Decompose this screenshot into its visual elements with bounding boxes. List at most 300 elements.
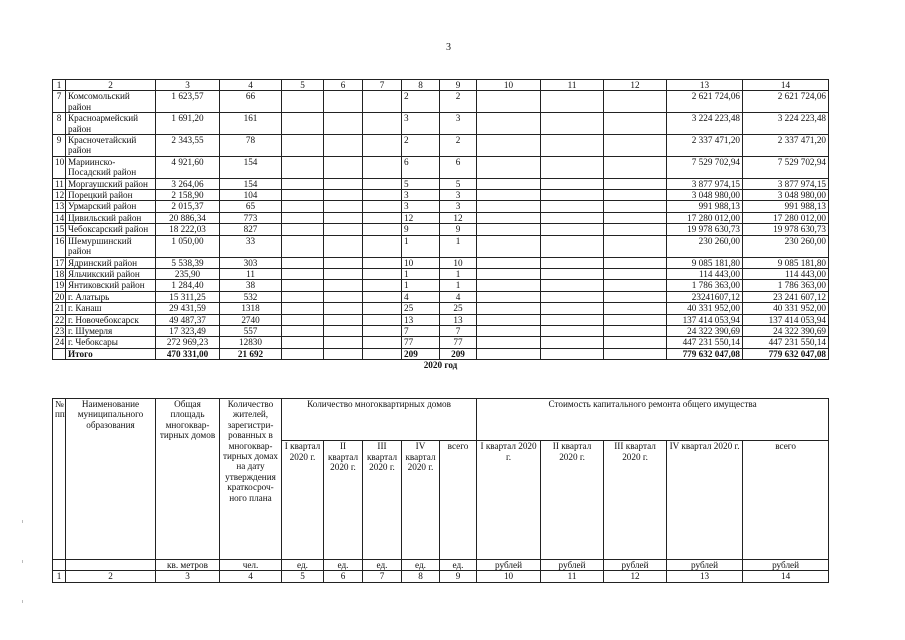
column-number: 4 xyxy=(220,80,282,91)
empty-cell xyxy=(282,91,324,113)
empty-cell xyxy=(363,190,402,201)
header-cost-q4: IV квартал 2020 г. xyxy=(667,441,743,560)
column-number: 3 xyxy=(156,571,220,582)
houses-total-value: 77 xyxy=(440,337,477,348)
column-number: 14 xyxy=(743,571,829,582)
empty-cell xyxy=(282,314,324,325)
q4-houses-value: 6 xyxy=(402,156,440,178)
empty-cell xyxy=(604,156,667,178)
header-houses-q1: I квартал 2020 г. xyxy=(282,441,324,560)
column-number: 13 xyxy=(667,80,743,91)
empty-cell xyxy=(282,337,324,348)
district-name: г. Чебоксары xyxy=(66,337,156,348)
empty-cell xyxy=(541,268,604,279)
cost-total-value: 3 877 974,15 xyxy=(743,178,829,189)
empty-cell xyxy=(541,314,604,325)
empty-cell xyxy=(477,156,541,178)
people-value: 827 xyxy=(220,224,282,235)
empty-cell xyxy=(604,291,667,302)
empty-cell xyxy=(541,325,604,336)
table-row xyxy=(53,178,829,189)
q4-houses-value: 10 xyxy=(402,257,440,268)
cost-total-value: 9 085 181,80 xyxy=(743,257,829,268)
houses-total-value: 13 xyxy=(440,314,477,325)
total-q4-houses: 209 xyxy=(402,348,440,359)
empty-cell xyxy=(477,291,541,302)
people-value: 104 xyxy=(220,190,282,201)
empty-cell xyxy=(541,303,604,314)
unit-area: кв. метров xyxy=(156,560,220,571)
row-number: 7 xyxy=(53,91,66,113)
table-row xyxy=(53,190,829,201)
table-row xyxy=(53,156,829,178)
header-cost-total: всего xyxy=(743,441,829,560)
cost-total-value: 3 048 980,00 xyxy=(743,190,829,201)
header-houses-group: Количество многоквартирных домов xyxy=(282,399,477,441)
empty-cell xyxy=(477,224,541,235)
district-name: Красноармейский район xyxy=(66,113,156,135)
column-number: 12 xyxy=(604,571,667,582)
column-number: 12 xyxy=(604,80,667,91)
empty-cell xyxy=(282,303,324,314)
unit-ed: ед. xyxy=(402,560,440,571)
cost-q4-value: 19 978 630,73 xyxy=(667,224,743,235)
row-number: 22 xyxy=(53,314,66,325)
margin-mark xyxy=(22,520,23,523)
cost-total-value: 19 978 630,73 xyxy=(743,224,829,235)
district-name: Комсомольский район xyxy=(66,91,156,113)
empty-cell xyxy=(324,212,363,223)
empty-cell xyxy=(363,224,402,235)
empty-cell xyxy=(363,178,402,189)
district-name: Янтиковский район xyxy=(66,280,156,291)
column-number: 7 xyxy=(363,571,402,582)
empty-cell xyxy=(363,291,402,302)
houses-total-value: 2 xyxy=(440,135,477,157)
row-number: 13 xyxy=(53,201,66,212)
total-label: Итого xyxy=(66,348,156,359)
column-number: 3 xyxy=(156,80,220,91)
empty-cell xyxy=(324,257,363,268)
unit-rub: рублей xyxy=(604,560,667,571)
houses-total-value: 10 xyxy=(440,257,477,268)
column-number: 5 xyxy=(282,80,324,91)
empty-cell xyxy=(324,156,363,178)
area-value: 272 969,23 xyxy=(156,337,220,348)
empty-cell xyxy=(363,235,402,257)
empty-cell xyxy=(477,257,541,268)
area-value: 29 431,59 xyxy=(156,303,220,314)
empty-cell xyxy=(363,337,402,348)
empty-cell xyxy=(324,190,363,201)
empty-cell xyxy=(604,91,667,113)
people-value: 11 xyxy=(220,268,282,279)
column-number: 11 xyxy=(541,571,604,582)
cost-q4-value: 23241607,12 xyxy=(667,291,743,302)
column-number: 8 xyxy=(402,571,440,582)
empty-cell xyxy=(363,280,402,291)
empty-cell xyxy=(604,337,667,348)
header-area: Общая площадь многоквар-тирных домов xyxy=(156,399,220,560)
empty-cell xyxy=(541,156,604,178)
houses-total-value: 4 xyxy=(440,291,477,302)
empty-cell xyxy=(282,212,324,223)
table-row xyxy=(53,91,829,113)
district-name: Порецкий район xyxy=(66,190,156,201)
people-value: 66 xyxy=(220,91,282,113)
houses-total-value: 7 xyxy=(440,325,477,336)
table-row xyxy=(53,135,829,157)
empty-cell xyxy=(282,178,324,189)
total-row xyxy=(53,348,829,359)
cost-q4-value: 9 085 181,80 xyxy=(667,257,743,268)
houses-total-value: 1 xyxy=(440,268,477,279)
q4-houses-value: 77 xyxy=(402,337,440,348)
row-number: 23 xyxy=(53,325,66,336)
empty-cell xyxy=(282,113,324,135)
units-row xyxy=(53,560,829,571)
empty-cell xyxy=(541,224,604,235)
empty-cell xyxy=(282,224,324,235)
empty-cell xyxy=(541,280,604,291)
header-houses-q4: IV квартал 2020 г. xyxy=(402,441,440,560)
empty-cell xyxy=(604,178,667,189)
year-row xyxy=(53,360,829,371)
cost-total-value: 991 988,13 xyxy=(743,201,829,212)
area-value: 5 538,39 xyxy=(156,257,220,268)
table-row xyxy=(53,314,829,325)
people-value: 161 xyxy=(220,113,282,135)
empty-cell xyxy=(282,190,324,201)
column-number: 6 xyxy=(324,571,363,582)
q4-houses-value: 1 xyxy=(402,235,440,257)
people-value: 532 xyxy=(220,291,282,302)
row-number: 21 xyxy=(53,303,66,314)
cost-total-value: 447 231 550,14 xyxy=(743,337,829,348)
cost-q4-value: 3 224 223,48 xyxy=(667,113,743,135)
table-row xyxy=(53,291,829,302)
empty-cell xyxy=(604,212,667,223)
cost-total-value: 1 786 363,00 xyxy=(743,280,829,291)
empty-cell xyxy=(604,135,667,157)
cost-total-value: 137 414 053,94 xyxy=(743,314,829,325)
district-name: Цивильский район xyxy=(66,212,156,223)
cost-q4-value: 114 443,00 xyxy=(667,268,743,279)
houses-total-value: 3 xyxy=(440,190,477,201)
area-value: 3 264,06 xyxy=(156,178,220,189)
empty-cell xyxy=(282,201,324,212)
empty-cell xyxy=(363,268,402,279)
empty-cell xyxy=(282,135,324,157)
cost-q4-value: 1 786 363,00 xyxy=(667,280,743,291)
cost-q4-value: 137 414 053,94 xyxy=(667,314,743,325)
people-value: 38 xyxy=(220,280,282,291)
empty-cell xyxy=(324,201,363,212)
houses-total-value: 12 xyxy=(440,212,477,223)
header-num: № пп xyxy=(53,399,66,560)
area-value: 1 623,57 xyxy=(156,91,220,113)
header-row-group xyxy=(53,399,829,441)
column-number: 14 xyxy=(743,80,829,91)
empty-cell xyxy=(363,113,402,135)
area-value: 2 158,90 xyxy=(156,190,220,201)
cost-total-value: 230 260,00 xyxy=(743,235,829,257)
row-number: 18 xyxy=(53,268,66,279)
empty-cell xyxy=(282,280,324,291)
column-number: 1 xyxy=(53,571,66,582)
empty-cell xyxy=(363,212,402,223)
column-number: 5 xyxy=(282,571,324,582)
q4-houses-value: 3 xyxy=(402,201,440,212)
empty-cell xyxy=(363,201,402,212)
empty-cell xyxy=(477,212,541,223)
row-number: 15 xyxy=(53,224,66,235)
empty-cell xyxy=(541,337,604,348)
unit-people: чел. xyxy=(220,560,282,571)
cost-total-value: 114 443,00 xyxy=(743,268,829,279)
empty-cell xyxy=(604,257,667,268)
people-value: 12830 xyxy=(220,337,282,348)
q4-houses-value: 12 xyxy=(402,212,440,223)
row-number: 14 xyxy=(53,212,66,223)
column-number: 9 xyxy=(440,571,477,582)
empty-cell xyxy=(282,268,324,279)
district-name: г. Новочебоксарск xyxy=(66,314,156,325)
empty-cell xyxy=(477,303,541,314)
district-name: Урмарский район xyxy=(66,201,156,212)
empty-cell xyxy=(363,314,402,325)
area-value: 17 323,49 xyxy=(156,325,220,336)
empty-cell xyxy=(363,325,402,336)
empty-cell xyxy=(541,212,604,223)
unit-rub: рублей xyxy=(743,560,829,571)
district-name: Чебоксарский район xyxy=(66,224,156,235)
empty-cell xyxy=(324,337,363,348)
empty-cell xyxy=(324,113,363,135)
district-name: г. Шумерля xyxy=(66,325,156,336)
empty-cell xyxy=(324,135,363,157)
column-number-row-bottom xyxy=(53,571,829,582)
row-number: 17 xyxy=(53,257,66,268)
empty-cell xyxy=(604,314,667,325)
empty-cell xyxy=(324,314,363,325)
empty-cell xyxy=(363,91,402,113)
q4-houses-value: 7 xyxy=(402,325,440,336)
unit-rub: рублей xyxy=(477,560,541,571)
houses-total-value: 2 xyxy=(440,91,477,113)
total-cost-q4: 779 632 047,08 xyxy=(667,348,743,359)
header-table xyxy=(52,398,829,583)
margin-mark xyxy=(22,560,23,563)
column-number: 9 xyxy=(440,80,477,91)
empty-cell xyxy=(541,201,604,212)
empty-cell xyxy=(363,257,402,268)
row-number: 11 xyxy=(53,178,66,189)
unit-ed: ед. xyxy=(363,560,402,571)
people-value: 154 xyxy=(220,156,282,178)
header-cost-q3: III квартал 2020 г. xyxy=(604,441,667,560)
cost-total-value: 23 241 607,12 xyxy=(743,291,829,302)
area-value: 4 921,60 xyxy=(156,156,220,178)
empty-cell xyxy=(604,268,667,279)
empty-cell xyxy=(324,291,363,302)
district-name: Красночетайский район xyxy=(66,135,156,157)
area-value: 2 343,55 xyxy=(156,135,220,157)
empty-cell xyxy=(324,91,363,113)
q4-houses-value: 1 xyxy=(402,268,440,279)
empty-cell xyxy=(324,224,363,235)
cost-q4-value: 24 322 390,69 xyxy=(667,325,743,336)
cost-total-value: 40 331 952,00 xyxy=(743,303,829,314)
header-cost-group: Стоимость капитального ремонта общего имущества xyxy=(477,399,829,441)
table-row xyxy=(53,280,829,291)
people-value: 154 xyxy=(220,178,282,189)
column-number: 6 xyxy=(324,80,363,91)
cost-q4-value: 3 048 980,00 xyxy=(667,190,743,201)
empty-cell xyxy=(477,325,541,336)
houses-total-value: 25 xyxy=(440,303,477,314)
cost-total-value: 2 621 724,06 xyxy=(743,91,829,113)
empty-cell xyxy=(363,303,402,314)
total-houses: 209 xyxy=(440,348,477,359)
row-number: 16 xyxy=(53,235,66,257)
empty-cell xyxy=(324,178,363,189)
empty-cell xyxy=(541,135,604,157)
empty-cell xyxy=(477,135,541,157)
district-name: г. Канаш xyxy=(66,303,156,314)
margin-mark xyxy=(22,600,23,603)
column-number: 10 xyxy=(477,80,541,91)
q4-houses-value: 13 xyxy=(402,314,440,325)
people-value: 65 xyxy=(220,201,282,212)
empty-cell xyxy=(477,235,541,257)
empty-cell xyxy=(363,156,402,178)
table-row xyxy=(53,257,829,268)
empty-cell xyxy=(604,280,667,291)
cost-q4-value: 2 337 471,20 xyxy=(667,135,743,157)
people-value: 773 xyxy=(220,212,282,223)
column-number: 7 xyxy=(363,80,402,91)
cost-q4-value: 40 331 952,00 xyxy=(667,303,743,314)
empty-cell xyxy=(541,257,604,268)
cost-q4-value: 447 231 550,14 xyxy=(667,337,743,348)
column-number: 8 xyxy=(402,80,440,91)
q4-houses-value: 4 xyxy=(402,291,440,302)
column-number-row xyxy=(53,80,829,91)
people-value: 303 xyxy=(220,257,282,268)
houses-total-value: 1 xyxy=(440,235,477,257)
q4-houses-value: 5 xyxy=(402,178,440,189)
empty-cell xyxy=(282,235,324,257)
table-row xyxy=(53,337,829,348)
table-row xyxy=(53,212,829,223)
column-number: 2 xyxy=(66,571,156,582)
cost-q4-value: 991 988,13 xyxy=(667,201,743,212)
cost-total-value: 3 224 223,48 xyxy=(743,113,829,135)
empty-cell xyxy=(324,268,363,279)
header-name: Наименование муниципального образования xyxy=(66,399,156,560)
q4-houses-value: 9 xyxy=(402,224,440,235)
header-people: Количество жителей, зарегистри-рованных в многоквар-тирных домах на дату утверждения краткосроч-ного плана xyxy=(220,399,282,560)
cost-total-value: 7 529 702,94 xyxy=(743,156,829,178)
empty-cell xyxy=(477,178,541,189)
q4-houses-value: 2 xyxy=(402,135,440,157)
area-value: 20 886,34 xyxy=(156,212,220,223)
empty-cell xyxy=(477,201,541,212)
unit-ed: ед. xyxy=(324,560,363,571)
houses-total-value: 1 xyxy=(440,280,477,291)
empty-cell xyxy=(604,325,667,336)
cost-total-value: 2 337 471,20 xyxy=(743,135,829,157)
cost-q4-value: 17 280 012,00 xyxy=(667,212,743,223)
people-value: 78 xyxy=(220,135,282,157)
cost-q4-value: 230 260,00 xyxy=(667,235,743,257)
empty-cell xyxy=(604,190,667,201)
empty-cell xyxy=(477,190,541,201)
q4-houses-value: 25 xyxy=(402,303,440,314)
empty-cell xyxy=(604,303,667,314)
empty-cell xyxy=(477,268,541,279)
year-label: 2020 год xyxy=(53,360,829,371)
empty-cell xyxy=(282,291,324,302)
column-number: 1 xyxy=(53,80,66,91)
houses-total-value: 6 xyxy=(440,156,477,178)
houses-total-value: 3 xyxy=(440,201,477,212)
empty-cell xyxy=(324,325,363,336)
district-name: Ядринский район xyxy=(66,257,156,268)
houses-total-value: 3 xyxy=(440,113,477,135)
page-number: 3 xyxy=(446,42,451,53)
area-value: 15 311,25 xyxy=(156,291,220,302)
empty-cell xyxy=(541,235,604,257)
table-row xyxy=(53,303,829,314)
unit-rub: рублей xyxy=(667,560,743,571)
data-table xyxy=(52,79,829,371)
empty-cell xyxy=(604,235,667,257)
district-name: Яльчикский район xyxy=(66,268,156,279)
empty-cell xyxy=(363,135,402,157)
unit-ed: ед. xyxy=(440,560,477,571)
row-number: 10 xyxy=(53,156,66,178)
empty-cell xyxy=(477,337,541,348)
row-number: 20 xyxy=(53,291,66,302)
table-row xyxy=(53,268,829,279)
column-number: 13 xyxy=(667,571,743,582)
table-row xyxy=(53,325,829,336)
column-number: 2 xyxy=(66,80,156,91)
area-value: 235,90 xyxy=(156,268,220,279)
header-houses-total: всего xyxy=(440,441,477,560)
people-value: 557 xyxy=(220,325,282,336)
empty-cell xyxy=(477,280,541,291)
area-value: 2 015,37 xyxy=(156,201,220,212)
empty-cell xyxy=(477,113,541,135)
cost-q4-value: 7 529 702,94 xyxy=(667,156,743,178)
empty-cell xyxy=(541,113,604,135)
empty-cell xyxy=(324,235,363,257)
empty-cell xyxy=(324,303,363,314)
empty-cell xyxy=(477,91,541,113)
unit-ed: ед. xyxy=(282,560,324,571)
header-houses-q3: III квартал 2020 г. xyxy=(363,441,402,560)
empty-cell xyxy=(541,91,604,113)
row-number: 8 xyxy=(53,113,66,135)
cost-total-value: 24 322 390,69 xyxy=(743,325,829,336)
cost-total-value: 17 280 012,00 xyxy=(743,212,829,223)
district-name: Шемуршинский район xyxy=(66,235,156,257)
empty-cell xyxy=(282,156,324,178)
q4-houses-value: 2 xyxy=(402,91,440,113)
